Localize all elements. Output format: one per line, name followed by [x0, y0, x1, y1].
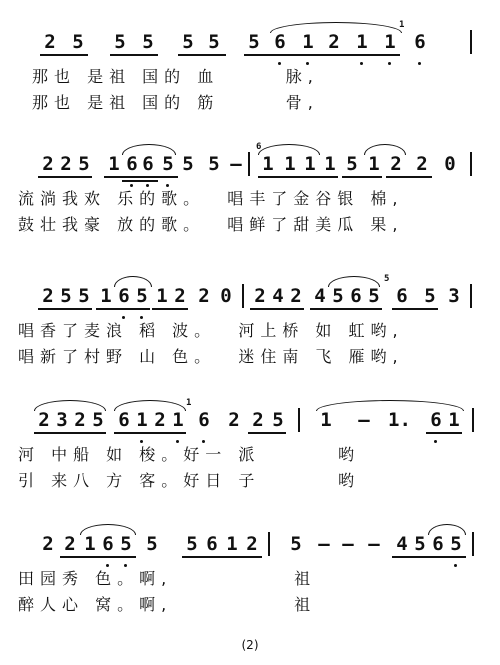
notation-row: [18, 520, 480, 560]
lyric-line-1: 田园秀 色。啊, 祖: [18, 569, 317, 588]
note: 5: [78, 153, 90, 175]
beam: [310, 308, 382, 310]
lyric-line-2: 引 来八 方 客。好日 子 哟: [18, 471, 360, 490]
score-system-2: [0, 140, 500, 250]
note: 6: [432, 533, 444, 555]
note: 5: [208, 153, 220, 175]
note: 5: [332, 285, 344, 307]
notation-row: [18, 18, 480, 58]
note: 5: [186, 533, 198, 555]
score-system-4: [0, 396, 500, 506]
beam: [426, 432, 462, 434]
note: 1: [380, 32, 400, 52]
note: 2: [42, 285, 54, 307]
note: 4: [314, 285, 326, 307]
note: 4: [396, 533, 408, 555]
note: 1: [262, 153, 274, 175]
beam: [392, 556, 466, 558]
note: 5: [272, 409, 284, 431]
note: 1: [304, 153, 316, 175]
note: 6: [118, 409, 130, 431]
beam: [182, 556, 262, 558]
note: 2: [60, 153, 72, 175]
note: 6: [426, 410, 446, 430]
note: 2: [42, 533, 54, 555]
barline: [470, 152, 472, 176]
note: 1: [324, 153, 336, 175]
beam: [122, 180, 158, 182]
note: 1: [168, 410, 188, 430]
beam: [258, 176, 338, 178]
note: 6: [122, 154, 142, 174]
note: 6: [114, 286, 134, 306]
note: 1: [132, 410, 152, 430]
note: 5: [368, 285, 380, 307]
note: –: [358, 409, 370, 431]
note: 2: [38, 409, 50, 431]
note: 3: [448, 285, 460, 307]
note: 2: [328, 31, 340, 53]
note: 1: [320, 409, 332, 431]
slur: [258, 144, 320, 155]
note: 6: [194, 410, 214, 430]
score-system-3: [0, 272, 500, 382]
note: 2: [42, 153, 54, 175]
note: 1: [368, 153, 380, 175]
note: 1: [298, 32, 318, 52]
grace-note: 6: [256, 142, 262, 152]
beam: [104, 176, 178, 178]
slur: [122, 144, 176, 155]
note: 5: [346, 153, 358, 175]
slur: [80, 524, 136, 535]
barline: [472, 532, 474, 556]
note: 6: [270, 32, 290, 52]
note: 1: [156, 285, 168, 307]
note: 2: [390, 153, 402, 175]
beam: [34, 432, 106, 434]
beam: [96, 308, 150, 310]
lyrics: [32, 64, 472, 116]
note: 2: [44, 31, 56, 53]
lyrics: [18, 566, 458, 618]
page-number: (2): [241, 638, 259, 652]
note: 5: [116, 534, 136, 554]
beam: [392, 308, 438, 310]
grace-note: 1: [186, 398, 192, 408]
barline: [242, 284, 244, 308]
note: 5: [424, 285, 436, 307]
note: 1: [108, 153, 120, 175]
grace-note: 5: [384, 274, 390, 284]
slur: [270, 20, 405, 33]
note: 2: [174, 285, 186, 307]
barline: [470, 284, 472, 308]
note: 1: [226, 533, 238, 555]
slur: [114, 276, 152, 287]
beam: [178, 54, 226, 56]
note: 5: [92, 409, 104, 431]
note: 2: [64, 533, 76, 555]
note: 6: [98, 534, 118, 554]
slur: [328, 276, 380, 287]
slur: [428, 524, 466, 535]
note: 3: [56, 409, 68, 431]
score-system-1: [0, 18, 500, 128]
beam: [386, 176, 432, 178]
note: 6: [396, 285, 408, 307]
lyric-line-1: 唱香了麦浪 稻 波。 河上桥 如 虹哟,: [18, 321, 404, 340]
note: 5: [60, 285, 72, 307]
beam: [152, 308, 188, 310]
note: 2: [246, 533, 258, 555]
beam: [110, 54, 158, 56]
lyrics: [18, 442, 458, 494]
note: 5: [182, 31, 194, 53]
note: 6: [138, 154, 158, 174]
barline: [268, 532, 270, 556]
note: 5: [72, 31, 84, 53]
note: 1: [100, 285, 112, 307]
note: 2: [228, 409, 240, 431]
note: 5: [182, 153, 194, 175]
notation-row: [18, 396, 480, 436]
beam: [60, 556, 136, 558]
note: 5: [446, 534, 466, 554]
lyric-line-1: 河 中船 如 梭。好一 派 哟: [18, 445, 360, 464]
note: 2: [74, 409, 86, 431]
note: 2: [290, 285, 302, 307]
barline: [470, 30, 472, 54]
note: 5: [114, 31, 126, 53]
note: 5: [158, 154, 178, 174]
beam: [270, 54, 400, 56]
score-system-5: [0, 520, 500, 630]
note: –: [318, 533, 330, 555]
note: 2: [154, 409, 166, 431]
beam: [38, 308, 92, 310]
note: 2: [254, 285, 266, 307]
barline: [472, 408, 474, 432]
note: 2: [416, 153, 428, 175]
lyric-line-1: 流淌我欢 乐的歌。 唱丰了金谷银 棉,: [18, 189, 404, 208]
note: 5: [78, 285, 90, 307]
note: 1.: [388, 409, 411, 431]
note: 0: [220, 285, 232, 307]
lyrics: [18, 318, 458, 370]
lyric-line-2: 鼓壮我豪 放的歌。 唱鲜了甜美瓜 果,: [18, 215, 404, 234]
lyrics: [18, 186, 458, 238]
note: 6: [206, 533, 218, 555]
note: 1: [448, 409, 460, 431]
note: 5: [414, 533, 426, 555]
note: –: [342, 533, 354, 555]
note: 0: [444, 153, 456, 175]
beam: [248, 432, 286, 434]
note: 6: [350, 285, 362, 307]
note: –: [368, 533, 380, 555]
lyric-line-2: 那也 是祖 国的 筋 骨,: [32, 93, 319, 112]
barline: [298, 408, 300, 432]
beam: [38, 176, 92, 178]
note: 4: [272, 285, 284, 307]
beam: [250, 308, 304, 310]
lyric-line-1: 那也 是祖 国的 血 脉,: [32, 67, 319, 86]
note: 1: [352, 32, 372, 52]
note: 5: [146, 533, 158, 555]
barline: [248, 152, 250, 176]
slur: [364, 144, 406, 155]
lyric-line-2: 唱新了村野 山 色。 迷住南 飞 雁哟,: [18, 347, 404, 366]
note: 2: [198, 285, 210, 307]
beam: [342, 176, 382, 178]
beam: [40, 54, 88, 56]
grace-note: 1: [399, 20, 405, 30]
note: –: [230, 153, 242, 175]
note: 2: [252, 409, 264, 431]
lyric-line-2: 醉人心 窝。啊, 祖: [18, 595, 317, 614]
note: 5: [290, 533, 302, 555]
slur: [114, 400, 186, 411]
note: 5: [132, 286, 152, 306]
note: 5: [248, 31, 260, 53]
slur: [316, 400, 464, 411]
note: 6: [410, 32, 430, 52]
note: 5: [142, 31, 154, 53]
notation-row: [18, 272, 480, 312]
note: 5: [208, 31, 220, 53]
notation-row: [18, 140, 480, 180]
slur: [34, 400, 106, 411]
note: 1: [84, 533, 96, 555]
beam: [114, 432, 186, 434]
note: 1: [284, 153, 296, 175]
